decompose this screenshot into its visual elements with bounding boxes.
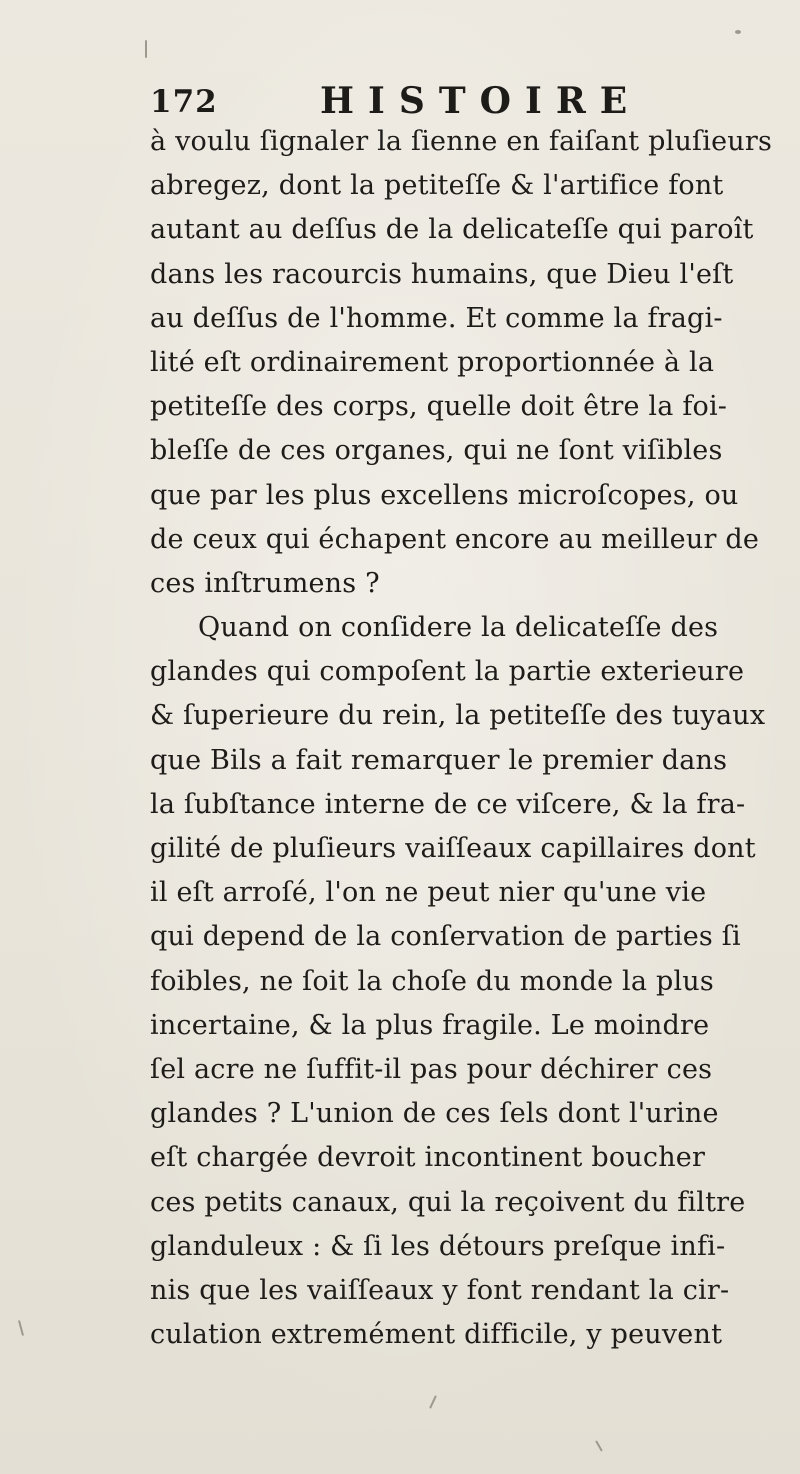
- text-line: eſt chargée devroit incontinent boucher: [150, 1142, 706, 1174]
- text-line: de ceux qui échapent encore au meilleur de: [150, 523, 759, 555]
- text-line: lité eſt ordinairement proportionnée à la: [150, 346, 715, 378]
- paper-speck: [145, 40, 147, 58]
- text-line: & ſuperieure du rein, la petiteſſe des tuyaux: [150, 700, 766, 732]
- paper-speck: [595, 1440, 603, 1451]
- body-text: [150, 120, 790, 1357]
- text-line: glandes qui compoſent la partie exterieure: [150, 656, 745, 688]
- text-line: que Bils a fait remarquer le premier dans: [150, 744, 728, 776]
- text-line: il eſt arroſé, l'on ne peut nier qu'une vie: [150, 877, 707, 909]
- text-line: ſel acre ne ſuffit-il pas pour déchirer ces: [150, 1053, 713, 1085]
- text-line: la ſubſtance interne de ce viſcere, & la fra-: [150, 788, 746, 820]
- text-line: au deſſus de l'homme. Et comme la fragi-: [150, 302, 723, 334]
- page-number: 172: [150, 84, 218, 120]
- text-line: ces inſtrumens ?: [150, 567, 380, 599]
- text-line: bleſſe de ces organes, qui ne ſont viſibles: [150, 435, 723, 467]
- text-line: nis que les vaiſſeaux y font rendant la cir-: [150, 1274, 730, 1306]
- running-title: HISTOIRE: [320, 80, 642, 122]
- text-line: gilité de pluſieurs vaiſſeaux capillaires dont: [150, 833, 756, 864]
- paragraph-start-line: Quand on conſidere la delicateſſe des: [198, 612, 719, 644]
- text-line: foibles, ne ſoit la choſe du monde la plus: [150, 965, 714, 997]
- text-line: incertaine, & la plus fragile. Le moindre: [150, 1009, 710, 1041]
- text-line: glandes ? L'union de ces ſels dont l'urine: [150, 1098, 719, 1130]
- text-line: abregez, dont la petiteſſe & l'artifice font: [150, 170, 724, 202]
- text-line: à voulu ſignaler la ſienne en faiſant pluſieurs: [150, 126, 773, 157]
- text-line: glanduleux : & ſi les détours preſque infi-: [150, 1230, 726, 1262]
- text-line: culation extremément difficile, y peuvent: [150, 1319, 723, 1351]
- paper-speck: [429, 1395, 437, 1409]
- paper-speck: [18, 1320, 24, 1336]
- text-line: dans les racourcis humains, que Dieu l'eſt: [150, 258, 734, 290]
- text-line: autant au deſſus de la delicateſſe qui paroît: [150, 214, 754, 246]
- paper-speck: [735, 30, 741, 34]
- text-line: petiteſſe des corps, quelle doit être la foi-: [150, 391, 728, 423]
- text-line: qui depend de la conſervation de parties ſi: [150, 921, 741, 953]
- text-line: que par les plus excellens microſcopes, ou: [150, 479, 739, 511]
- text-line: ces petits canaux, qui la reçoivent du filtre: [150, 1186, 746, 1218]
